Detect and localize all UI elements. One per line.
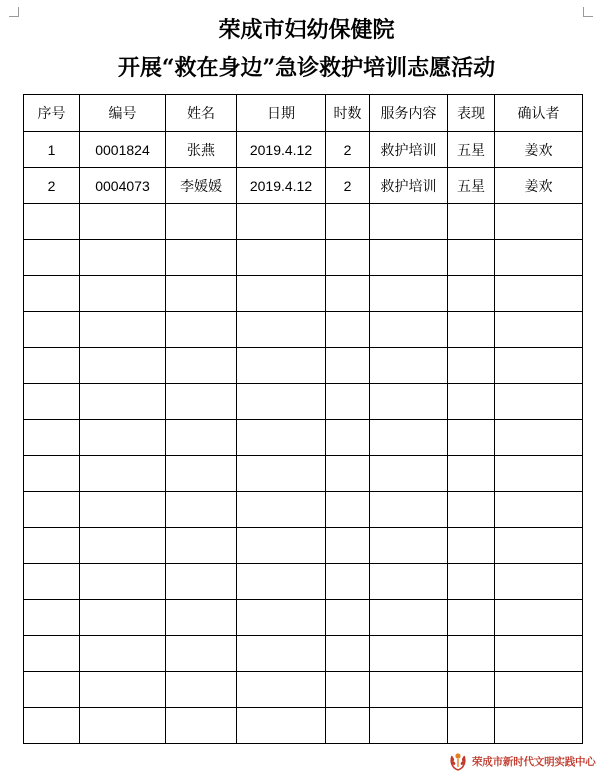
- empty-cell: [326, 600, 370, 636]
- empty-cell: [237, 636, 326, 672]
- cell-date: 2019.4.12: [237, 168, 326, 204]
- empty-cell: [80, 636, 166, 672]
- empty-cell: [80, 276, 166, 312]
- empty-cell: [370, 528, 448, 564]
- empty-cell: [370, 600, 448, 636]
- empty-cell: [80, 564, 166, 600]
- empty-cell: [326, 708, 370, 744]
- empty-cell: [370, 204, 448, 240]
- empty-cell: [237, 672, 326, 708]
- empty-cell: [495, 348, 583, 384]
- header-cell-id: 编号: [80, 95, 166, 132]
- empty-cell: [370, 492, 448, 528]
- empty-cell: [24, 636, 80, 672]
- empty-cell: [495, 456, 583, 492]
- empty-cell: [166, 276, 237, 312]
- empty-cell: [495, 420, 583, 456]
- cell-index: 2: [24, 168, 80, 204]
- empty-cell: [24, 384, 80, 420]
- empty-cell: [370, 708, 448, 744]
- empty-cell: [80, 384, 166, 420]
- empty-cell: [495, 636, 583, 672]
- empty-cell: [448, 312, 495, 348]
- header-cell-index: 序号: [24, 95, 80, 132]
- volunteer-record-table: [23, 94, 583, 744]
- cell-name: 张燕: [166, 132, 237, 168]
- empty-cell: [80, 708, 166, 744]
- empty-cell: [448, 600, 495, 636]
- empty-cell: [370, 312, 448, 348]
- table-row-empty: [24, 564, 583, 600]
- empty-cell: [495, 492, 583, 528]
- empty-cell: [24, 420, 80, 456]
- empty-cell: [326, 204, 370, 240]
- empty-cell: [237, 312, 326, 348]
- empty-cell: [237, 528, 326, 564]
- empty-cell: [80, 312, 166, 348]
- empty-cell: [326, 492, 370, 528]
- empty-cell: [495, 312, 583, 348]
- empty-cell: [237, 420, 326, 456]
- header-cell-hours: 时数: [326, 95, 370, 132]
- empty-cell: [237, 384, 326, 420]
- empty-cell: [448, 528, 495, 564]
- empty-cell: [80, 600, 166, 636]
- empty-cell: [24, 564, 80, 600]
- cell-service: 救护培训: [370, 168, 448, 204]
- table-row-empty: [24, 312, 583, 348]
- empty-cell: [166, 204, 237, 240]
- empty-cell: [80, 672, 166, 708]
- empty-cell: [448, 708, 495, 744]
- empty-cell: [370, 420, 448, 456]
- empty-cell: [166, 456, 237, 492]
- cell-service: 救护培训: [370, 132, 448, 168]
- empty-cell: [237, 348, 326, 384]
- wheat-emblem-icon: [447, 750, 469, 772]
- empty-cell: [166, 348, 237, 384]
- table-row-empty: [24, 636, 583, 672]
- empty-cell: [448, 456, 495, 492]
- empty-cell: [24, 492, 80, 528]
- cell-rating: 五星: [448, 168, 495, 204]
- empty-cell: [80, 240, 166, 276]
- empty-cell: [237, 276, 326, 312]
- empty-cell: [495, 672, 583, 708]
- empty-cell: [448, 204, 495, 240]
- table-row-empty: [24, 528, 583, 564]
- empty-cell: [237, 456, 326, 492]
- empty-cell: [370, 240, 448, 276]
- empty-cell: [326, 384, 370, 420]
- cell-confirmer: 姜欢: [495, 168, 583, 204]
- empty-cell: [80, 456, 166, 492]
- empty-cell: [448, 240, 495, 276]
- empty-cell: [495, 600, 583, 636]
- empty-cell: [237, 564, 326, 600]
- footer-logo: [447, 749, 613, 773]
- table-row-empty: [24, 240, 583, 276]
- cell-name: 李媛媛: [166, 168, 237, 204]
- empty-cell: [495, 240, 583, 276]
- empty-cell: [24, 600, 80, 636]
- empty-cell: [326, 564, 370, 600]
- empty-cell: [166, 528, 237, 564]
- empty-cell: [326, 348, 370, 384]
- empty-cell: [326, 276, 370, 312]
- empty-cell: [370, 276, 448, 312]
- empty-cell: [166, 636, 237, 672]
- empty-cell: [495, 384, 583, 420]
- empty-cell: [237, 204, 326, 240]
- empty-cell: [166, 708, 237, 744]
- empty-cell: [166, 420, 237, 456]
- table-row-empty: [24, 456, 583, 492]
- empty-cell: [24, 348, 80, 384]
- empty-cell: [166, 600, 237, 636]
- table-row-empty: [24, 672, 583, 708]
- empty-cell: [448, 492, 495, 528]
- empty-cell: [166, 672, 237, 708]
- empty-cell: [448, 420, 495, 456]
- empty-cell: [326, 636, 370, 672]
- empty-cell: [24, 456, 80, 492]
- empty-cell: [326, 456, 370, 492]
- document-title: 荣成市妇幼保健院: [218, 17, 395, 43]
- empty-cell: [166, 564, 237, 600]
- header-cell-confirmer: 确认者: [495, 95, 583, 132]
- empty-cell: [80, 492, 166, 528]
- empty-cell: [80, 528, 166, 564]
- empty-cell: [166, 240, 237, 276]
- empty-cell: [370, 348, 448, 384]
- table-row-empty: [24, 708, 583, 744]
- empty-cell: [166, 492, 237, 528]
- empty-cell: [495, 564, 583, 600]
- empty-cell: [80, 204, 166, 240]
- empty-cell: [370, 564, 448, 600]
- empty-cell: [237, 240, 326, 276]
- empty-cell: [237, 708, 326, 744]
- table-header-row: [24, 95, 583, 132]
- cell-date: 2019.4.12: [237, 132, 326, 168]
- table-row: [24, 168, 583, 204]
- cell-index: 1: [24, 132, 80, 168]
- empty-cell: [370, 636, 448, 672]
- empty-cell: [495, 276, 583, 312]
- footer-logo-text: 荣成市新时代文明实践中心: [472, 755, 596, 768]
- empty-cell: [326, 672, 370, 708]
- empty-cell: [24, 708, 80, 744]
- empty-cell: [326, 528, 370, 564]
- cell-hours: 2: [326, 132, 370, 168]
- cell-hours: 2: [326, 168, 370, 204]
- empty-cell: [370, 672, 448, 708]
- empty-cell: [326, 312, 370, 348]
- empty-cell: [24, 672, 80, 708]
- table-row-empty: [24, 420, 583, 456]
- document-subtitle: 开展“救在身边”急诊救护培训志愿活动: [117, 55, 496, 81]
- cell-id: 0001824: [80, 132, 166, 168]
- empty-cell: [80, 348, 166, 384]
- empty-cell: [24, 276, 80, 312]
- table-row-empty: [24, 492, 583, 528]
- empty-cell: [370, 456, 448, 492]
- table-row-empty: [24, 600, 583, 636]
- empty-cell: [166, 384, 237, 420]
- empty-cell: [80, 420, 166, 456]
- empty-cell: [448, 564, 495, 600]
- header-cell-name: 姓名: [166, 95, 237, 132]
- header-cell-service: 服务内容: [370, 95, 448, 132]
- cell-confirmer: 姜欢: [495, 132, 583, 168]
- empty-cell: [326, 240, 370, 276]
- table-row-empty: [24, 204, 583, 240]
- cell-id: 0004073: [80, 168, 166, 204]
- empty-cell: [495, 204, 583, 240]
- empty-cell: [448, 276, 495, 312]
- empty-cell: [448, 636, 495, 672]
- empty-cell: [166, 312, 237, 348]
- empty-cell: [237, 492, 326, 528]
- empty-cell: [24, 312, 80, 348]
- table-row-empty: [24, 348, 583, 384]
- cell-rating: 五星: [448, 132, 495, 168]
- header-cell-rating: 表现: [448, 95, 495, 132]
- header-cell-date: 日期: [237, 95, 326, 132]
- empty-cell: [448, 348, 495, 384]
- table-row-empty: [24, 384, 583, 420]
- empty-cell: [24, 204, 80, 240]
- empty-cell: [24, 240, 80, 276]
- table-row-empty: [24, 276, 583, 312]
- table-row: [24, 132, 583, 168]
- empty-cell: [237, 600, 326, 636]
- empty-cell: [448, 384, 495, 420]
- empty-cell: [448, 672, 495, 708]
- empty-cell: [495, 528, 583, 564]
- empty-cell: [495, 708, 583, 744]
- empty-cell: [326, 420, 370, 456]
- empty-cell: [24, 528, 80, 564]
- empty-cell: [370, 384, 448, 420]
